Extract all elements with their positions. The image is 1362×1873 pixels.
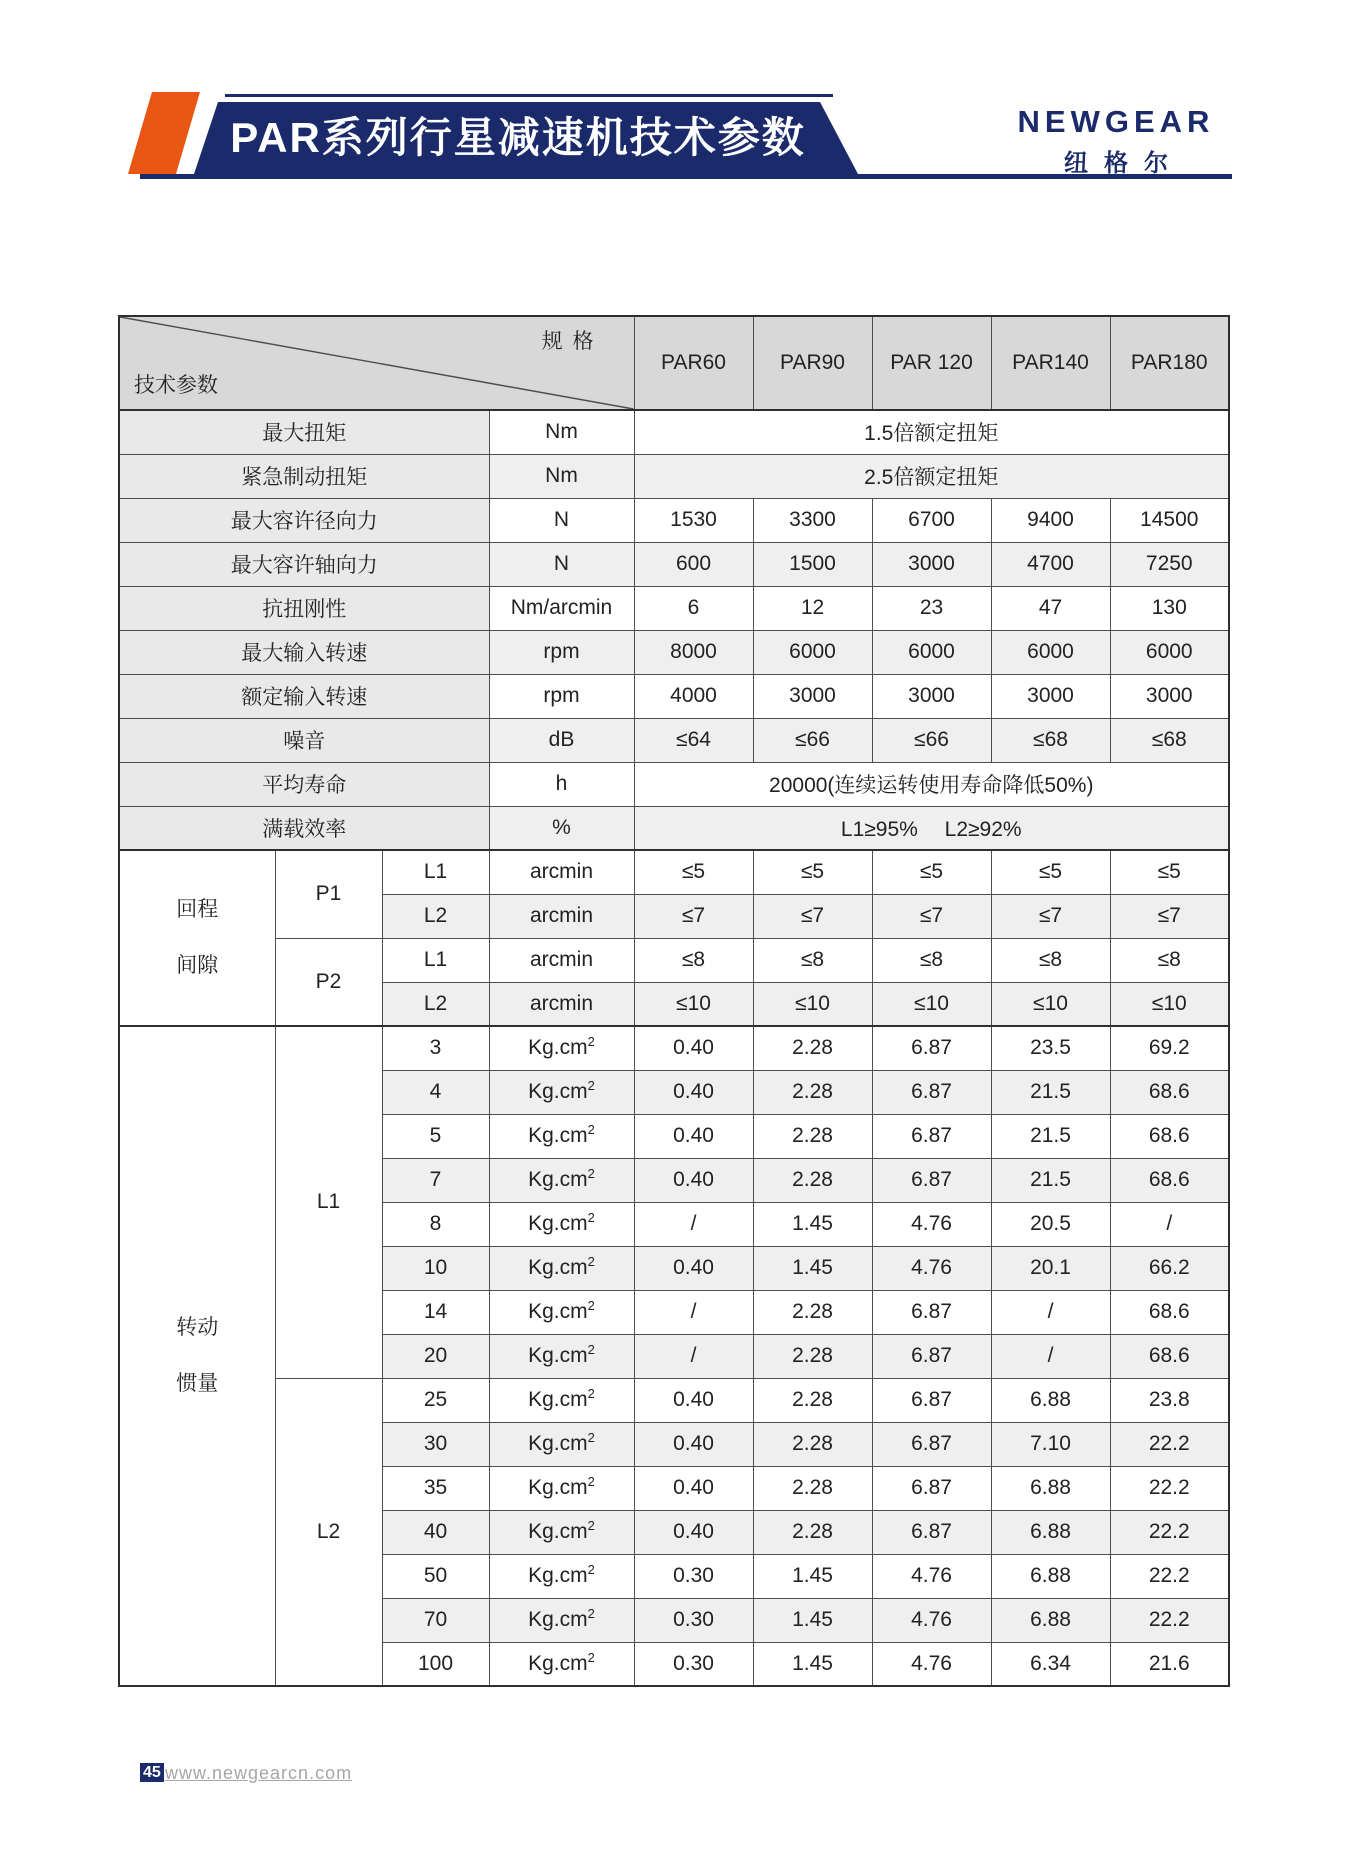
value-cell: 21.5 (991, 1114, 1110, 1158)
value-cell: 1.45 (753, 1598, 872, 1642)
value-cell: 6000 (753, 630, 872, 674)
ratio-cell: 70 (382, 1598, 489, 1642)
value-cell: 22.2 (1110, 1422, 1229, 1466)
value-cell: ≤10 (753, 982, 872, 1026)
value-cell: 20.5 (991, 1202, 1110, 1246)
value-cell: 4000 (634, 674, 753, 718)
ratio-cell: 25 (382, 1378, 489, 1422)
value-cell: ≤10 (634, 982, 753, 1026)
group-cell-stage: L1 (275, 1026, 382, 1378)
website-link[interactable]: www.newgearcn.com (165, 1763, 353, 1783)
unit-cell: $Kg.cm^2$ (489, 1070, 634, 1114)
table-row (119, 938, 1229, 982)
value-cell: 2.28 (753, 1114, 872, 1158)
value-cell: 6000 (872, 630, 991, 674)
value-cell: 8000 (634, 630, 753, 674)
value-cell: 68.6 (1110, 1158, 1229, 1202)
value-cell: 4.76 (872, 1246, 991, 1290)
value-cell: 3000 (872, 542, 991, 586)
value-cell: 4.76 (872, 1642, 991, 1686)
table-row (119, 674, 1229, 718)
value-cell: ≤7 (1110, 894, 1229, 938)
value-cell: 69.2 (1110, 1026, 1229, 1070)
value-cell: 14500 (1110, 498, 1229, 542)
newgear-logo (1000, 104, 1232, 178)
table-row (119, 806, 1229, 850)
unit-cell: $Kg.cm^2$ (489, 1202, 634, 1246)
group-cell-inertia: 转动 惯量 (119, 1026, 275, 1686)
value-cell: 2.28 (753, 1334, 872, 1378)
table-row (119, 718, 1229, 762)
value-cell: 6 (634, 586, 753, 630)
value-cell: 22.2 (1110, 1598, 1229, 1642)
value-cell: ≤10 (991, 982, 1110, 1026)
param-name-cell: 噪音 (119, 718, 489, 762)
group-cell-grade: P2 (275, 938, 382, 1026)
corner-top-label: 规 格 (541, 330, 596, 353)
value-cell: ≤10 (1110, 982, 1229, 1026)
value-cell: ≤68 (991, 718, 1110, 762)
unit-cell: Nm (489, 454, 634, 498)
group-cell-stage: L2 (275, 1378, 382, 1686)
value-cell: 6.87 (872, 1114, 991, 1158)
value-cell: / (1110, 1202, 1229, 1246)
value-cell: 6.87 (872, 1510, 991, 1554)
table-row (119, 498, 1229, 542)
level-cell: L2 (382, 894, 489, 938)
group-cell-grade: P1 (275, 850, 382, 938)
value-cell: ≤66 (872, 718, 991, 762)
unit-cell: arcmin (489, 982, 634, 1026)
value-cell: 23.8 (1110, 1378, 1229, 1422)
unit-cell: $Kg.cm^2$ (489, 1598, 634, 1642)
value-cell: 3300 (753, 498, 872, 542)
value-cell: 1.45 (753, 1246, 872, 1290)
unit-cell: $Kg.cm^2$ (489, 1246, 634, 1290)
value-cell: 3000 (991, 674, 1110, 718)
value-cell: / (634, 1202, 753, 1246)
value-cell: 600 (634, 542, 753, 586)
value-cell: ≤8 (872, 938, 991, 982)
value-cell: ≤68 (1110, 718, 1229, 762)
column-header-par180: PAR180 (1110, 316, 1229, 410)
unit-cell: % (489, 806, 634, 850)
column-header-par140: PAR140 (991, 316, 1110, 410)
value-cell: 6.87 (872, 1070, 991, 1114)
param-name-cell: 额定输入转速 (119, 674, 489, 718)
ratio-cell: 100 (382, 1642, 489, 1686)
unit-cell: Nm (489, 410, 634, 454)
value-cell: 6000 (991, 630, 1110, 674)
value-cell: 1.45 (753, 1202, 872, 1246)
ratio-cell: 30 (382, 1422, 489, 1466)
level-cell: L2 (382, 982, 489, 1026)
value-cell: 0.40 (634, 1114, 753, 1158)
unit-cell: dB (489, 718, 634, 762)
value-cell: 20.1 (991, 1246, 1110, 1290)
banner-accent-orange (128, 92, 200, 174)
ratio-cell: 8 (382, 1202, 489, 1246)
table-row (119, 1378, 1229, 1422)
value-cell: / (634, 1290, 753, 1334)
column-header-par60: PAR60 (634, 316, 753, 410)
value-cell: 68.6 (1110, 1114, 1229, 1158)
table-row (119, 630, 1229, 674)
value-cell: ≤66 (753, 718, 872, 762)
value-cell: 0.30 (634, 1554, 753, 1598)
value-cell: ≤5 (634, 850, 753, 894)
table-row (119, 586, 1229, 630)
value-cell: 130 (1110, 586, 1229, 630)
unit-cell: h (489, 762, 634, 806)
value-cell: 2.28 (753, 1026, 872, 1070)
param-name-cell: 最大容许轴向力 (119, 542, 489, 586)
param-name-cell: 最大输入转速 (119, 630, 489, 674)
value-cell: 0.40 (634, 1422, 753, 1466)
value-cell: 0.40 (634, 1378, 753, 1422)
value-cell: ≤10 (872, 982, 991, 1026)
value-cell: 6.88 (991, 1598, 1110, 1642)
ratio-cell: 50 (382, 1554, 489, 1598)
column-header-par90: PAR90 (753, 316, 872, 410)
unit-cell: rpm (489, 630, 634, 674)
value-cell: 21.5 (991, 1070, 1110, 1114)
value-cell: ≤7 (872, 894, 991, 938)
value-cell: 12 (753, 586, 872, 630)
ratio-cell: 20 (382, 1334, 489, 1378)
param-name-cell: 满载效率 (119, 806, 489, 850)
value-cell: / (634, 1334, 753, 1378)
value-cell: 6.87 (872, 1290, 991, 1334)
value-cell: ≤5 (1110, 850, 1229, 894)
value-cell: 4700 (991, 542, 1110, 586)
param-name-cell: 最大扭矩 (119, 410, 489, 454)
ratio-cell: 14 (382, 1290, 489, 1334)
value-cell: 2.28 (753, 1466, 872, 1510)
value-cell: ≤7 (991, 894, 1110, 938)
value-cell: 6.87 (872, 1334, 991, 1378)
merged-value-cell: L1≥95% L2≥92% (634, 806, 1229, 850)
value-cell: 22.2 (1110, 1466, 1229, 1510)
value-cell: 6000 (1110, 630, 1229, 674)
value-cell: 2.28 (753, 1422, 872, 1466)
value-cell: 0.30 (634, 1598, 753, 1642)
value-cell: 0.30 (634, 1642, 753, 1686)
column-header-par120: PAR 120 (872, 316, 991, 410)
value-cell: 4.76 (872, 1554, 991, 1598)
value-cell: 21.6 (1110, 1642, 1229, 1686)
unit-cell: N (489, 542, 634, 586)
value-cell: 6.87 (872, 1466, 991, 1510)
value-cell: ≤8 (753, 938, 872, 982)
value-cell: / (991, 1334, 1110, 1378)
ratio-cell: 40 (382, 1510, 489, 1554)
ratio-cell: 3 (382, 1026, 489, 1070)
unit-cell: $Kg.cm^2$ (489, 1158, 634, 1202)
corner-cell (119, 316, 634, 410)
unit-cell: $Kg.cm^2$ (489, 1026, 634, 1070)
page-number-badge: 45 (140, 1763, 164, 1782)
value-cell: 23.5 (991, 1026, 1110, 1070)
value-cell: 2.28 (753, 1290, 872, 1334)
value-cell: 68.6 (1110, 1070, 1229, 1114)
ratio-cell: 5 (382, 1114, 489, 1158)
value-cell: 22.2 (1110, 1510, 1229, 1554)
value-cell: ≤8 (634, 938, 753, 982)
spec-table (118, 315, 1230, 1687)
value-cell: 1530 (634, 498, 753, 542)
value-cell: 6.88 (991, 1554, 1110, 1598)
value-cell: 1500 (753, 542, 872, 586)
unit-cell: rpm (489, 674, 634, 718)
value-cell: 6.87 (872, 1378, 991, 1422)
unit-cell: arcmin (489, 850, 634, 894)
value-cell: 6700 (872, 498, 991, 542)
table-header-row (119, 316, 1229, 410)
value-cell: 0.40 (634, 1158, 753, 1202)
unit-cell: $Kg.cm^2$ (489, 1290, 634, 1334)
param-name-cell: 抗扭刚性 (119, 586, 489, 630)
value-cell: 6.87 (872, 1158, 991, 1202)
value-cell: / (991, 1290, 1110, 1334)
value-cell: 4.76 (872, 1598, 991, 1642)
table-row (119, 454, 1229, 498)
value-cell: 2.28 (753, 1510, 872, 1554)
corner-bottom-label: 技术参数 (134, 374, 218, 397)
value-cell: ≤64 (634, 718, 753, 762)
value-cell: ≤8 (991, 938, 1110, 982)
table-row (119, 542, 1229, 586)
value-cell: 0.40 (634, 1246, 753, 1290)
unit-cell: $Kg.cm^2$ (489, 1510, 634, 1554)
value-cell: 0.40 (634, 1466, 753, 1510)
value-cell: ≤7 (634, 894, 753, 938)
unit-cell: $Kg.cm^2$ (489, 1114, 634, 1158)
value-cell: 6.88 (991, 1510, 1110, 1554)
logo-wordmark-en: NEWGEAR (1017, 104, 1215, 139)
value-cell: 23 (872, 586, 991, 630)
unit-cell: arcmin (489, 938, 634, 982)
unit-cell: $Kg.cm^2$ (489, 1554, 634, 1598)
page-title: PAR系列行星减速机技术参数 (230, 114, 806, 161)
unit-cell: $Kg.cm^2$ (489, 1378, 634, 1422)
unit-cell: $Kg.cm^2$ (489, 1642, 634, 1686)
header-top-line (225, 94, 833, 97)
value-cell: 22.2 (1110, 1554, 1229, 1598)
value-cell: 2.28 (753, 1378, 872, 1422)
value-cell: 2.28 (753, 1158, 872, 1202)
unit-cell: $Kg.cm^2$ (489, 1334, 634, 1378)
value-cell: 21.5 (991, 1158, 1110, 1202)
ratio-cell: 7 (382, 1158, 489, 1202)
table-row (119, 410, 1229, 454)
value-cell: 7.10 (991, 1422, 1110, 1466)
param-name-cell: 最大容许径向力 (119, 498, 489, 542)
table-row (119, 850, 1229, 894)
value-cell: 6.88 (991, 1378, 1110, 1422)
value-cell: 0.40 (634, 1510, 753, 1554)
value-cell: 3000 (1110, 674, 1229, 718)
table-row (119, 1026, 1229, 1070)
value-cell: ≤7 (753, 894, 872, 938)
param-name-cell: 平均寿命 (119, 762, 489, 806)
ratio-cell: 4 (382, 1070, 489, 1114)
merged-value-cell: 20000(连续运转使用寿命降低50%) (634, 762, 1229, 806)
value-cell: 4.76 (872, 1202, 991, 1246)
unit-cell: arcmin (489, 894, 634, 938)
value-cell: 6.34 (991, 1642, 1110, 1686)
value-cell: ≤5 (753, 850, 872, 894)
value-cell: 9400 (991, 498, 1110, 542)
unit-cell: $Kg.cm^2$ (489, 1466, 634, 1510)
value-cell: ≤8 (1110, 938, 1229, 982)
group-cell-backlash: 回程 间隙 (119, 850, 275, 1026)
value-cell: 68.6 (1110, 1334, 1229, 1378)
value-cell: 66.2 (1110, 1246, 1229, 1290)
merged-value-cell: 2.5倍额定扭矩 (634, 454, 1229, 498)
level-cell: L1 (382, 938, 489, 982)
ratio-cell: 35 (382, 1466, 489, 1510)
value-cell: 0.40 (634, 1026, 753, 1070)
unit-cell: Nm/arcmin (489, 586, 634, 630)
value-cell: 3000 (872, 674, 991, 718)
value-cell: ≤5 (991, 850, 1110, 894)
value-cell: 2.28 (753, 1070, 872, 1114)
value-cell: ≤5 (872, 850, 991, 894)
value-cell: 3000 (753, 674, 872, 718)
level-cell: L1 (382, 850, 489, 894)
value-cell: 6.87 (872, 1026, 991, 1070)
merged-value-cell: 1.5倍额定扭矩 (634, 410, 1229, 454)
value-cell: 0.40 (634, 1070, 753, 1114)
value-cell: 6.87 (872, 1422, 991, 1466)
value-cell: 1.45 (753, 1554, 872, 1598)
value-cell: 7250 (1110, 542, 1229, 586)
value-cell: 68.6 (1110, 1290, 1229, 1334)
value-cell: 1.45 (753, 1642, 872, 1686)
logo-wordmark-cn: 纽格尔 (1064, 150, 1184, 177)
unit-cell: N (489, 498, 634, 542)
value-cell: 47 (991, 586, 1110, 630)
table-row (119, 762, 1229, 806)
value-cell: 6.88 (991, 1466, 1110, 1510)
unit-cell: $Kg.cm^2$ (489, 1422, 634, 1466)
ratio-cell: 10 (382, 1246, 489, 1290)
param-name-cell: 紧急制动扭矩 (119, 454, 489, 498)
